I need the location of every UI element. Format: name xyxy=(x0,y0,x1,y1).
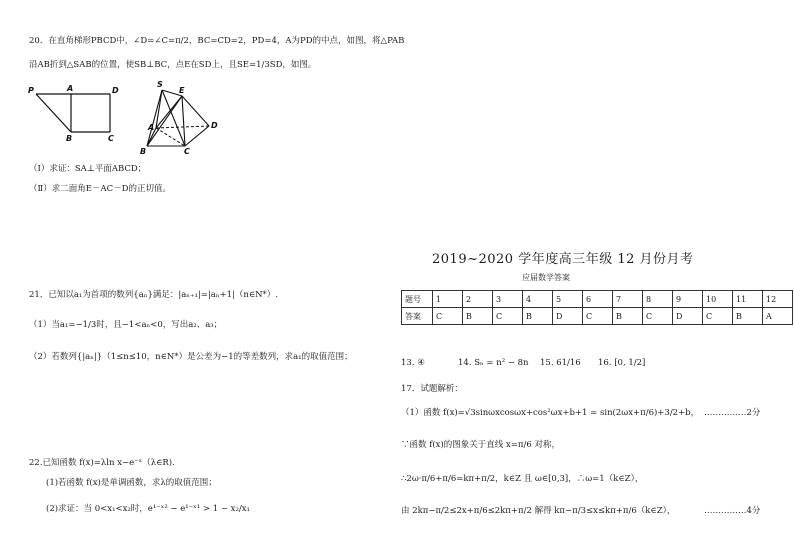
label-B: B xyxy=(66,134,73,143)
table-cell: 7 xyxy=(613,291,643,308)
table-cell: 3 xyxy=(493,291,523,308)
label-C2: C xyxy=(184,147,190,156)
label-B2: B xyxy=(140,147,147,156)
table-cell: 答案 xyxy=(402,308,433,325)
answer-title: 2019~2020 学年度高三年级 12 月份月考 xyxy=(432,252,694,267)
label-P: P xyxy=(28,86,34,95)
table-cell: 1 xyxy=(433,291,463,308)
table-cell: A xyxy=(763,308,793,325)
table-cell: 6 xyxy=(583,291,613,308)
table-cell: B xyxy=(613,308,643,325)
table-cell: C xyxy=(583,308,613,325)
table-cell: C xyxy=(703,308,733,325)
table-cell: 8 xyxy=(643,291,673,308)
answer-table-answer-row xyxy=(402,308,793,325)
label-C: C xyxy=(108,134,114,143)
answer-table-header-row xyxy=(402,291,793,308)
q21-part1: （1）当a₁=−1/3时，且−1<aₙ<0，写出a₂、a₃； xyxy=(29,320,223,330)
table-cell: B xyxy=(463,308,493,325)
label-D2: D xyxy=(211,121,218,130)
answer-q17-line1-score: ……………2分 xyxy=(704,408,761,418)
q20-line1: 20．在直角梯形PBCD中，∠D=∠C=π/2，BC=CD=2，PD=4，A为PD的中点，如图，将△PAB xyxy=(29,36,405,46)
answer-q13: 13. ④ xyxy=(401,358,425,368)
answer-q17-head: 17．试题解析： xyxy=(401,384,463,394)
table-cell: C xyxy=(493,308,523,325)
q20-part2: （Ⅱ）求二面角E－AC－D的正切值。 xyxy=(29,184,171,194)
table-cell: 9 xyxy=(673,291,703,308)
label-D: D xyxy=(112,86,119,95)
q22-part1: (1)若函数 f(x)是单调函数，求λ的取值范围； xyxy=(46,478,217,488)
table-cell: D xyxy=(673,308,703,325)
label-A: A xyxy=(67,84,74,93)
answer-q16: 16. [0, 1/2] xyxy=(598,358,646,368)
table-cell: D xyxy=(553,308,583,325)
answer-subtitle: 应届数学答案 xyxy=(522,273,570,282)
answer-table xyxy=(401,290,793,325)
label-S: S xyxy=(157,80,163,89)
answer-q15: 15. 61/16 xyxy=(540,358,581,368)
table-cell: C xyxy=(643,308,673,325)
table-cell: B xyxy=(523,308,553,325)
table-cell: 题号 xyxy=(402,291,433,308)
answer-q17-line2: ∵函数 f(x)的图象关于直线 x=π/6 对称， xyxy=(401,440,560,450)
q20-part1: （Ⅰ）求证：SA⊥平面ABCD； xyxy=(29,164,147,174)
answer-q17-line1: （1）函数 f(x)=√3sinωxcosωx+cos²ωx+b+1 = sin(2ωx+π/6)+3/2+b， xyxy=(401,408,700,418)
table-cell: 10 xyxy=(703,291,733,308)
q21-part2: （2）若数列{|aₙ|}（1≤n≤10，n∈N*）是公差为−1的等差数列，求a₁的取值范围； xyxy=(29,352,353,362)
table-cell: C xyxy=(433,308,463,325)
label-E: E xyxy=(179,86,185,95)
label-A2: A xyxy=(148,123,155,132)
answer-q17-line3: ∴2ω·π/6+π/6=kπ+π/2，k∈Z 且 ω∈[0,3]，∴ω=1（k∈Z）， xyxy=(401,474,644,484)
q20-line2: 沿AB折到△SAB的位置，使SB⊥BC，点E在SD上，且SE=1/3SD，如图。 xyxy=(29,60,317,70)
table-cell: B xyxy=(733,308,763,325)
q22-line1: 22.已知函数 f(x)=λln x−e⁻ˣ（λ∈R). xyxy=(29,458,175,468)
table-cell: 2 xyxy=(463,291,493,308)
answer-q17-line4: 由 2kπ−π/2≤2x+π/6≤2kπ+π/2 解得 kπ−π/3≤x≤kπ+π/6（k∈Z）， xyxy=(401,506,676,516)
table-cell: 11 xyxy=(733,291,763,308)
table-cell: 5 xyxy=(553,291,583,308)
answer-q14: 14. Sₙ = n² − 8n xyxy=(458,358,529,368)
answer-q17-line4-score: ……………4分 xyxy=(704,506,761,516)
table-cell: 4 xyxy=(523,291,553,308)
q21-line1: 21．已知以a₁为首项的数列{aₙ}满足：|aₙ₊₁|=|aₙ+1|（n∈N*）. xyxy=(29,290,279,300)
q22-part2: (2)求证：当 0<x₁<x₂时，e¹⁻ˣ² − e¹⁻ˣ¹ > 1 − x₂/x₁ xyxy=(46,504,250,514)
table-cell: 12 xyxy=(763,291,793,308)
q20-figure-pyramid xyxy=(132,80,222,160)
q20-figure-trapezoid xyxy=(28,84,128,144)
